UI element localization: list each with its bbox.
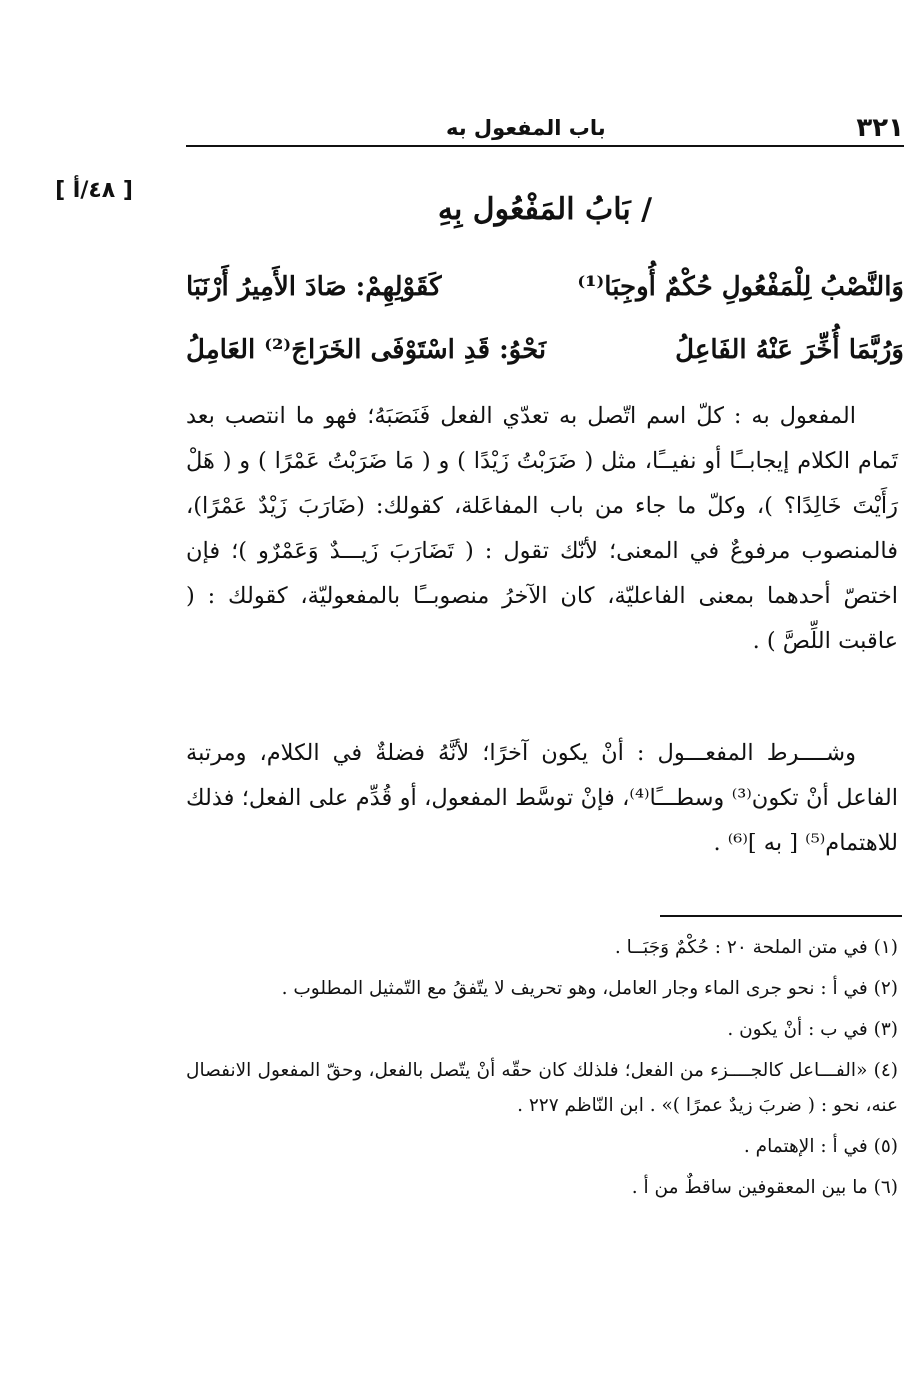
footnote: (٤) «الفـــاعل كالجــــزء من الفعل؛ فلذلك كان حقّه أنْ يتّصل بالفعل، وحقّ المفعول الانفصال عنه، نحو : ( ضربَ زيدٌ عمرًا )» . ابن النّاظم ٢٢٧ .	[186, 1060, 898, 1116]
page-number: ٣٢١	[856, 113, 904, 143]
footnote: (١) في متن الملحة ٢٠ : حُكْمٌ وَجَبَــا .	[614, 937, 898, 958]
footnote: (٥) في أ : الإهتمام .	[743, 1136, 898, 1157]
footnote: (٢) في أ : نحو جرى الماء وجار العامل، وهو تحريف لا يتّفقُ مع التّمثيل المطلوب .	[281, 978, 898, 999]
header-divider	[186, 145, 904, 147]
commentary-paragraph	[186, 394, 898, 664]
chapter-title: / بَابُ المَفْعُول بِهِ	[437, 192, 653, 227]
verse-first-hemistich: وَالنَّصْبُ لِلْمَفْعُولِ حُكْمٌ أُوجِبَا⁽¹⁾	[577, 272, 904, 302]
verse-line	[186, 328, 904, 376]
verse-second-hemistich: نَحْوُ: قَدِ اسْتَوْفَى الخَرَاجَ⁽²⁾ العَامِلُ	[186, 335, 547, 365]
verse-first-hemistich: وَرُبَّمَا أُخِّرَ عَنْهُ الفَاعِلُ	[675, 335, 904, 365]
paragraph-text: وشــــرط المفعـــول : أنْ يكون آخرًا؛ لأنَّهُ فضلةٌ في الكلام، ومرتبة الفاعل أنْ تكون⁽³⁾ وسطـــًا⁽⁴⁾، فإنْ توسَّط المفعول، أو قُدِّم على الفعل؛ فذلك للاهتمام⁽⁵⁾ [ به ]⁽⁶⁾ .	[186, 740, 899, 856]
footnotes	[186, 930, 898, 1211]
paragraph-text: المفعول به : كلّ اسم اتّصل به تعدّي الفعل فَنَصَبَهُ؛ فهو ما انتصب بعد تَمام الكلام إيجابــًا أو نفيــًا، مثل ( ضَرَبْتُ زَيْدًا ) و ( مَا ضَرَبْتُ عَمْرًا ) و ( هَلْ رَأَيْتَ خَالِدًا؟ )، وكلّ ما جاء من باب المفاعَلة، كقولك: (ضَارَبَ زَيْدٌ عَمْرًا)، فالمنصوب مرفوعٌ في المعنى؛ لأنّك تقول : ( تَضَارَبَ زَيـــدٌ وَعَمْرٌو )؛ فإن اختصّ أحدهما بمعنى الفاعليّة، كان الآخرُ منصوبــًا بالمفعوليّة، كقولك : ( عاقبت اللِّصَّ ) .	[186, 403, 898, 654]
running-header	[186, 110, 904, 150]
manuscript-folio-reference: [ ٤٨/أ ]	[55, 178, 133, 203]
footnote: (٦) ما بين المعقوفين ساقطٌ من أ .	[631, 1177, 898, 1198]
verse-second-hemistich: كَقَوْلِهِمْ: صَادَ الأَمِيرُ أَرْنَبَا	[186, 272, 442, 302]
commentary-paragraph	[186, 731, 898, 866]
running-title: باب المفعول به	[446, 116, 606, 140]
verse-line	[186, 265, 904, 313]
footnote-divider	[660, 915, 902, 917]
footnote: (٣) في ب : أنْ يكون .	[727, 1019, 898, 1040]
